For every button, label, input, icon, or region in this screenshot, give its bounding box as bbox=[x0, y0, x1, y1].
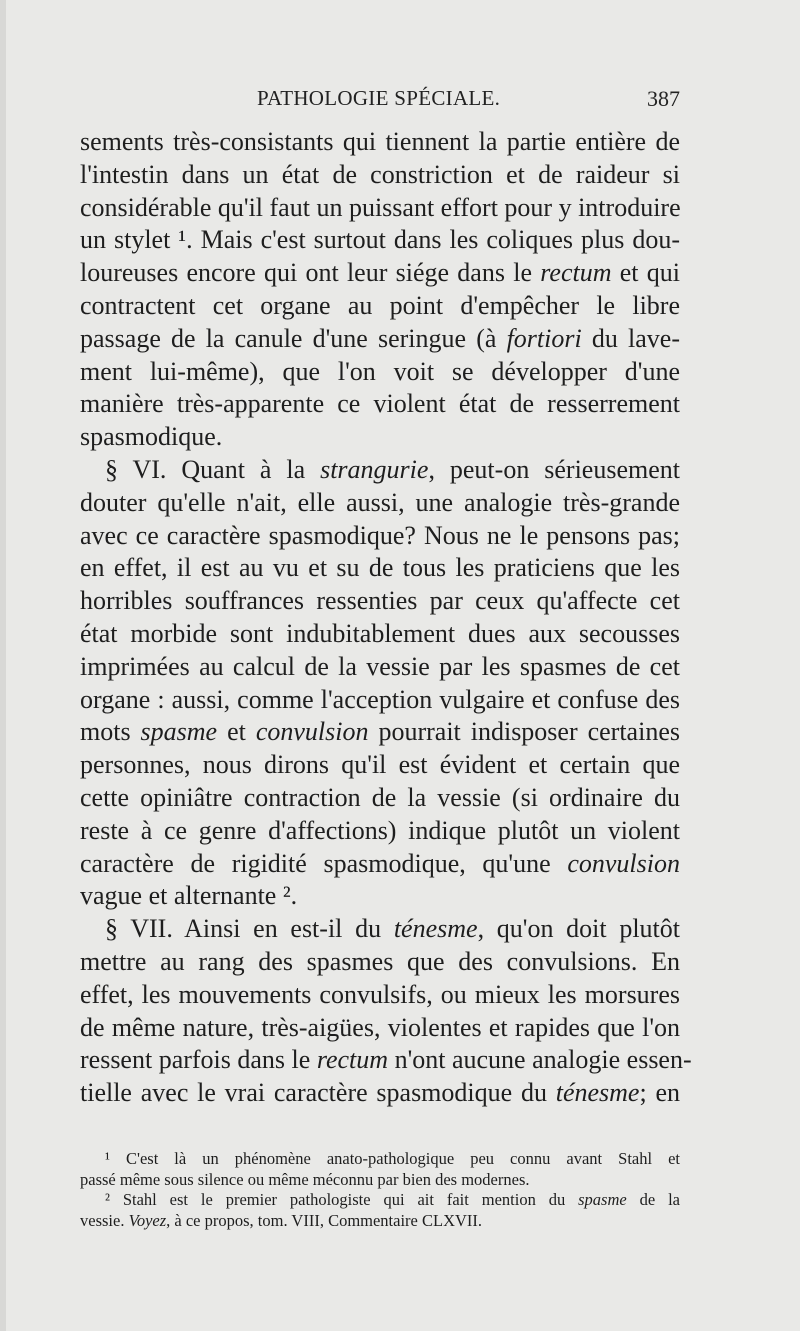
section-vi-start: § VI. Quant à la strangurie, peut-on sérieusement bbox=[105, 454, 680, 484]
text-line: douter qu'elle n'ait, elle aussi, une analogie très-grande bbox=[80, 487, 680, 517]
page-number: 387 bbox=[647, 86, 680, 111]
running-title: PATHOLOGIE SPÉCIALE. bbox=[257, 86, 501, 110]
text-line: ment lui-même), que l'on voit se développer d'une bbox=[80, 356, 680, 386]
text-line: l'intestin dans un état de constriction et de raideur si bbox=[80, 159, 680, 189]
text-line: spasmodique. bbox=[80, 422, 223, 452]
text-line: contractent cet organe au point d'empêcher le libre bbox=[80, 290, 680, 320]
text-line: loureuses encore qui ont leur siége dans le rectum et qui bbox=[80, 258, 680, 288]
text-line: effet, les mouvements convulsifs, ou mieux les morsures bbox=[80, 979, 680, 1009]
text-line: tielle avec le vrai caractère spasmodique du ténesme; en bbox=[80, 1078, 681, 1108]
text-line: de même nature, très-aigües, violentes et rapides que l'on bbox=[80, 1012, 680, 1042]
footnote-1: ¹ C'est là un phénomène anato-pathologique peu connu avant Stahl et bbox=[105, 1149, 680, 1168]
page-edge-shadow bbox=[0, 0, 6, 1331]
text-line: état morbide sont indubitablement dues aux secousses bbox=[80, 618, 680, 648]
text-line: manière très-apparente ce violent état de resserrement bbox=[80, 389, 680, 419]
footnote-2-cont: vessie. Voyez, à ce propos, tom. VIII, Commentaire CLXVII. bbox=[80, 1210, 483, 1230]
text-line: avec ce caractère spasmodique? Nous ne le pensons pas; bbox=[80, 520, 680, 550]
text-line: passage de la canule d'une seringue (à fortiori du lave- bbox=[80, 323, 680, 353]
text-line: considérable qu'il faut un puissant effort pour y introduire bbox=[80, 192, 681, 222]
text-line: horribles souffrances ressenties par ceux qu'affecte cet bbox=[80, 586, 680, 616]
text-line: mettre au rang des spasmes que des convulsions. En bbox=[80, 946, 680, 976]
footnotes bbox=[80, 1149, 680, 1231]
text-line: personnes, nous dirons qu'il est évident et certain que bbox=[80, 750, 680, 780]
text-line: imprimées au calcul de la vessie par les spasmes de cet bbox=[80, 651, 680, 681]
footnote-1-cont: passé même sous silence ou même méconnu par bien des modernes. bbox=[80, 1169, 530, 1189]
section-vii-start: § VII. Ainsi en est-il du ténesme, qu'on doit plutôt bbox=[105, 914, 680, 944]
footnote-2: ² Stahl est le premier pathologiste qui ait fait mention du spasme de la bbox=[105, 1190, 681, 1209]
running-header bbox=[80, 86, 680, 116]
main-text bbox=[80, 126, 692, 1110]
text-line: mots spasme et convulsion pourrait indisposer certaines bbox=[80, 717, 680, 747]
text-line: cette opiniâtre contraction de la vessie (si ordinaire du bbox=[80, 782, 680, 812]
text-line: vague et alternante ². bbox=[80, 881, 298, 911]
text-line: en effet, il est au vu et su de tous les praticiens que les bbox=[80, 553, 680, 583]
text-line: sements très-consistants qui tiennent la partie entière de bbox=[80, 127, 680, 156]
text-line: ressent parfois dans le rectum n'ont aucune analogie essen- bbox=[80, 1045, 692, 1075]
text-line: un stylet ¹. Mais c'est surtout dans les coliques plus dou- bbox=[80, 225, 680, 255]
text-line: organe : aussi, comme l'acception vulgaire et confuse des bbox=[80, 684, 680, 714]
text-line: caractère de rigidité spasmodique, qu'une convulsion bbox=[80, 848, 680, 878]
text-line: reste à ce genre d'affections) indique plutôt un violent bbox=[80, 815, 680, 845]
